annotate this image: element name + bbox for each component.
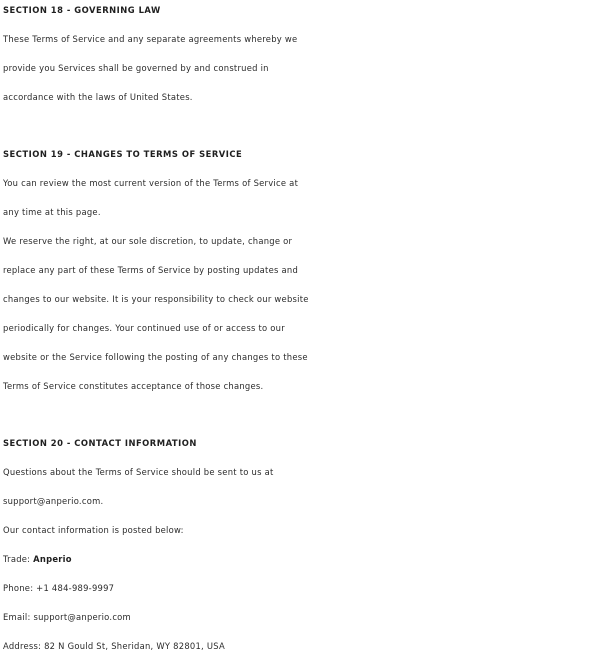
section-18-heading: SECTION 18 - GOVERNING LAW	[3, 5, 161, 15]
section-20-line: Questions about the Terms of Service should be sent to us at	[3, 467, 274, 478]
email-line: Email: support@anperio.com	[3, 611, 131, 622]
phone-line: Phone: +1 484-989-9997	[3, 582, 115, 593]
section-19-line: any time at this page.	[3, 207, 101, 218]
section-20-line: support@anperio.com.	[3, 496, 104, 507]
section-20-heading: SECTION 20 - CONTACT INFORMATION	[3, 438, 197, 449]
section-18-line: provide you Services shall be governed by and construed in	[3, 62, 269, 73]
section-19-line: You can review the most current version of the Terms of Service at	[3, 178, 299, 189]
section-19-line: periodically for changes. Your continued use of or access to our	[3, 322, 285, 333]
section-19	[3, 140, 614, 400]
trade-line	[3, 545, 614, 574]
address-line: Address: 82 N Gould St, Sheridan, WY 82801, USA	[3, 640, 225, 651]
spacer	[3, 112, 614, 141]
section-19-line: website or the Service following the posting of any changes to these	[3, 351, 308, 362]
section-19-line: Terms of Service constitutes acceptance of those changes.	[3, 380, 264, 391]
section-19-heading: SECTION 19 - CHANGES TO TERMS OF SERVICE	[3, 149, 243, 160]
section-20-line: Our contact information is posted below:	[3, 525, 184, 536]
trade-name: Anperio	[33, 553, 72, 564]
section-18	[3, 0, 614, 112]
trade-label: Trade:	[3, 553, 34, 564]
section-18-line: accordance with the laws of United States.	[3, 91, 193, 102]
section-19-line: changes to our website. It is your responsibility to check our website	[3, 293, 309, 304]
section-20	[3, 429, 614, 660]
section-19-line: replace any part of these Terms of Service by posting updates and	[3, 265, 299, 276]
spacer	[3, 400, 614, 429]
section-19-line: We reserve the right, at our sole discretion, to update, change or	[3, 236, 293, 247]
section-18-line: These Terms of Service and any separate agreements whereby we	[3, 33, 298, 44]
